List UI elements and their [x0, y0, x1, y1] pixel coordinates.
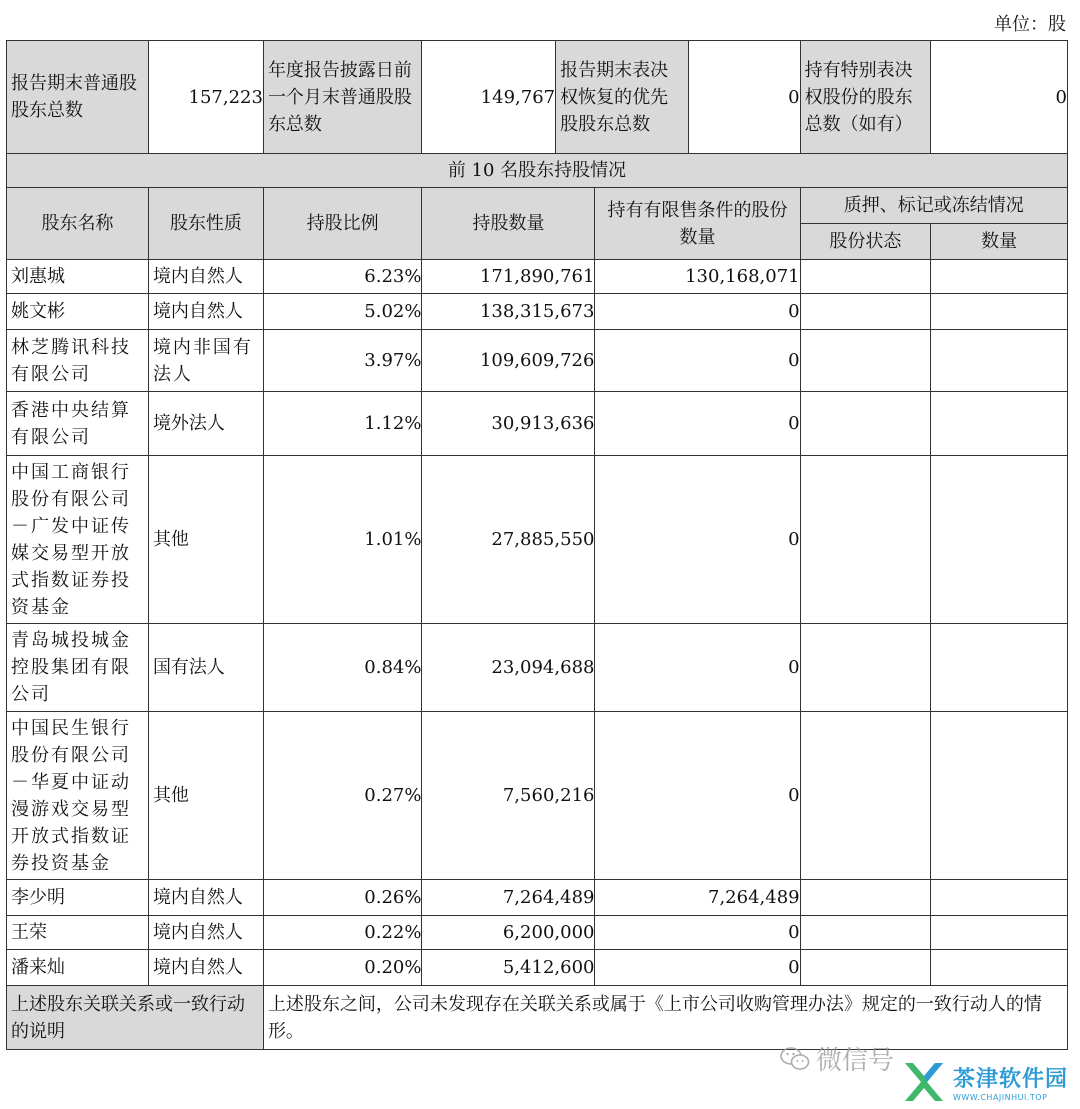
- pledge-qty: [931, 624, 1068, 712]
- shareholder-name: 刘惠城: [7, 260, 149, 294]
- pledge-status: [800, 950, 931, 986]
- shareholder-nature: 其他: [148, 712, 263, 880]
- shareholder-name: 潘来灿: [7, 950, 149, 986]
- table-row: [7, 916, 1068, 950]
- shareholder-name: 青岛城投城金控股集团有限公司: [7, 624, 149, 712]
- header-row-1: [7, 188, 1068, 224]
- header-restricted: 持有有限售条件的股份数量: [595, 188, 800, 260]
- shareholder-nature: 境内自然人: [148, 880, 263, 916]
- pledge-status: [800, 916, 931, 950]
- unit-label: 单位：股: [994, 14, 1066, 35]
- summary-value-total: 157,223: [148, 41, 263, 154]
- shareholder-name: 姚文彬: [7, 294, 149, 330]
- shareholder-restricted: 7,264,489: [595, 880, 800, 916]
- header-nature: 股东性质: [148, 188, 263, 260]
- footer-row: [7, 986, 1068, 1050]
- table-row: [7, 712, 1068, 880]
- section-title: 前 10 名股东持股情况: [7, 154, 1068, 188]
- table-row: [7, 392, 1068, 456]
- pledge-status: [800, 294, 931, 330]
- shareholder-ratio: 6.23%: [263, 260, 422, 294]
- table-row: [7, 456, 1068, 624]
- table-row: [7, 294, 1068, 330]
- pledge-qty: [931, 330, 1068, 392]
- shareholder-ratio: 0.84%: [263, 624, 422, 712]
- table-row: [7, 950, 1068, 986]
- shareholder-quantity: 7,560,216: [422, 712, 595, 880]
- shareholder-name: 中国工商银行股份有限公司－广发中证传媒交易型开放式指数证券投资基金: [7, 456, 149, 624]
- pledge-status: [800, 456, 931, 624]
- pledge-qty: [931, 712, 1068, 880]
- shareholder-restricted: 0: [595, 294, 800, 330]
- related-party-text: 上述股东之间，公司未发现存在关联关系或属于《上市公司收购管理办法》规定的一致行动人的情形。: [263, 986, 1067, 1050]
- shareholder-ratio: 1.12%: [263, 392, 422, 456]
- site-name-cn: 茶津软件园: [952, 1067, 1068, 1092]
- shareholder-ratio: 0.20%: [263, 950, 422, 986]
- shareholder-ratio: 0.22%: [263, 916, 422, 950]
- pledge-status: [800, 260, 931, 294]
- pledge-qty: [931, 916, 1068, 950]
- shareholder-restricted: 0: [595, 712, 800, 880]
- shareholder-restricted: 130,168,071: [595, 260, 800, 294]
- shareholder-quantity: 171,890,761: [422, 260, 595, 294]
- pledge-qty: [931, 950, 1068, 986]
- shareholder-table: [6, 40, 1068, 1050]
- shareholder-nature: 境内非国有法人: [148, 330, 263, 392]
- header-name: 股东名称: [7, 188, 149, 260]
- shareholder-quantity: 23,094,688: [422, 624, 595, 712]
- shareholder-restricted: 0: [595, 916, 800, 950]
- summary-label-preferred: 报告期末表决权恢复的优先股股东总数: [556, 41, 689, 154]
- shareholder-restricted: 0: [595, 950, 800, 986]
- site-watermark: [901, 1059, 1068, 1105]
- table-row: [7, 624, 1068, 712]
- shareholder-quantity: 138,315,673: [422, 294, 595, 330]
- shareholder-nature: 其他: [148, 456, 263, 624]
- x-logo-icon: [901, 1059, 947, 1105]
- summary-label-prev-month: 年度报告披露日前一个月末普通股股东总数: [263, 41, 422, 154]
- pledge-status: [800, 880, 931, 916]
- shareholder-ratio: 5.02%: [263, 294, 422, 330]
- pledge-qty: [931, 260, 1068, 294]
- summary-value-special: 0: [931, 41, 1068, 154]
- summary-label-special: 持有特别表决权股份的股东总数（如有）: [800, 41, 931, 154]
- wechat-icon: [780, 1046, 810, 1072]
- pledge-status: [800, 624, 931, 712]
- pledge-qty: [931, 880, 1068, 916]
- shareholder-nature: 境内自然人: [148, 950, 263, 986]
- shareholder-quantity: 5,412,600: [422, 950, 595, 986]
- shareholder-quantity: 6,200,000: [422, 916, 595, 950]
- shareholder-ratio: 0.27%: [263, 712, 422, 880]
- shareholder-name: 李少明: [7, 880, 149, 916]
- shareholder-restricted: 0: [595, 624, 800, 712]
- wechat-watermark: [780, 1040, 894, 1077]
- pledge-status: [800, 330, 931, 392]
- wechat-label: 微信号: [816, 1046, 895, 1076]
- related-party-label: 上述股东关联关系或一致行动的说明: [7, 986, 264, 1050]
- pledge-status: [800, 712, 931, 880]
- shareholder-quantity: 27,885,550: [422, 456, 595, 624]
- shareholder-ratio: 1.01%: [263, 456, 422, 624]
- site-name-en: WWW.CHAJINHUI.TOP: [952, 1093, 1048, 1102]
- shareholder-quantity: 7,264,489: [422, 880, 595, 916]
- pledge-qty: [931, 456, 1068, 624]
- shareholder-ratio: 0.26%: [263, 880, 422, 916]
- shareholder-nature: 境内自然人: [148, 294, 263, 330]
- header-ratio: 持股比例: [263, 188, 422, 260]
- shareholder-restricted: 0: [595, 392, 800, 456]
- shareholder-nature: 境内自然人: [148, 916, 263, 950]
- shareholder-quantity: 30,913,636: [422, 392, 595, 456]
- shareholder-nature: 国有法人: [148, 624, 263, 712]
- shareholder-quantity: 109,609,726: [422, 330, 595, 392]
- shareholder-nature: 境外法人: [148, 392, 263, 456]
- pledge-qty: [931, 392, 1068, 456]
- header-pledge-status: 股份状态: [800, 224, 931, 260]
- table-row: [7, 880, 1068, 916]
- header-quantity: 持股数量: [422, 188, 595, 260]
- shareholder-name: 中国民生银行股份有限公司－华夏中证动漫游戏交易型开放式指数证券投资基金: [7, 712, 149, 880]
- shareholder-restricted: 0: [595, 456, 800, 624]
- header-pledge: 质押、标记或冻结情况: [800, 188, 1067, 224]
- header-pledge-qty: 数量: [931, 224, 1068, 260]
- table-row: [7, 330, 1068, 392]
- shareholder-name: 林芝腾讯科技有限公司: [7, 330, 149, 392]
- section-title-row: [7, 154, 1068, 188]
- shareholder-name: 香港中央结算有限公司: [7, 392, 149, 456]
- summary-value-preferred: 0: [688, 41, 800, 154]
- summary-value-prev-month: 149,767: [422, 41, 556, 154]
- summary-label-total: 报告期末普通股股东总数: [7, 41, 149, 154]
- shareholder-restricted: 0: [595, 330, 800, 392]
- pledge-status: [800, 392, 931, 456]
- pledge-qty: [931, 294, 1068, 330]
- shareholder-ratio: 3.97%: [263, 330, 422, 392]
- shareholder-nature: 境内自然人: [148, 260, 263, 294]
- summary-row: [7, 41, 1068, 154]
- table-row: [7, 260, 1068, 294]
- shareholder-name: 王荣: [7, 916, 149, 950]
